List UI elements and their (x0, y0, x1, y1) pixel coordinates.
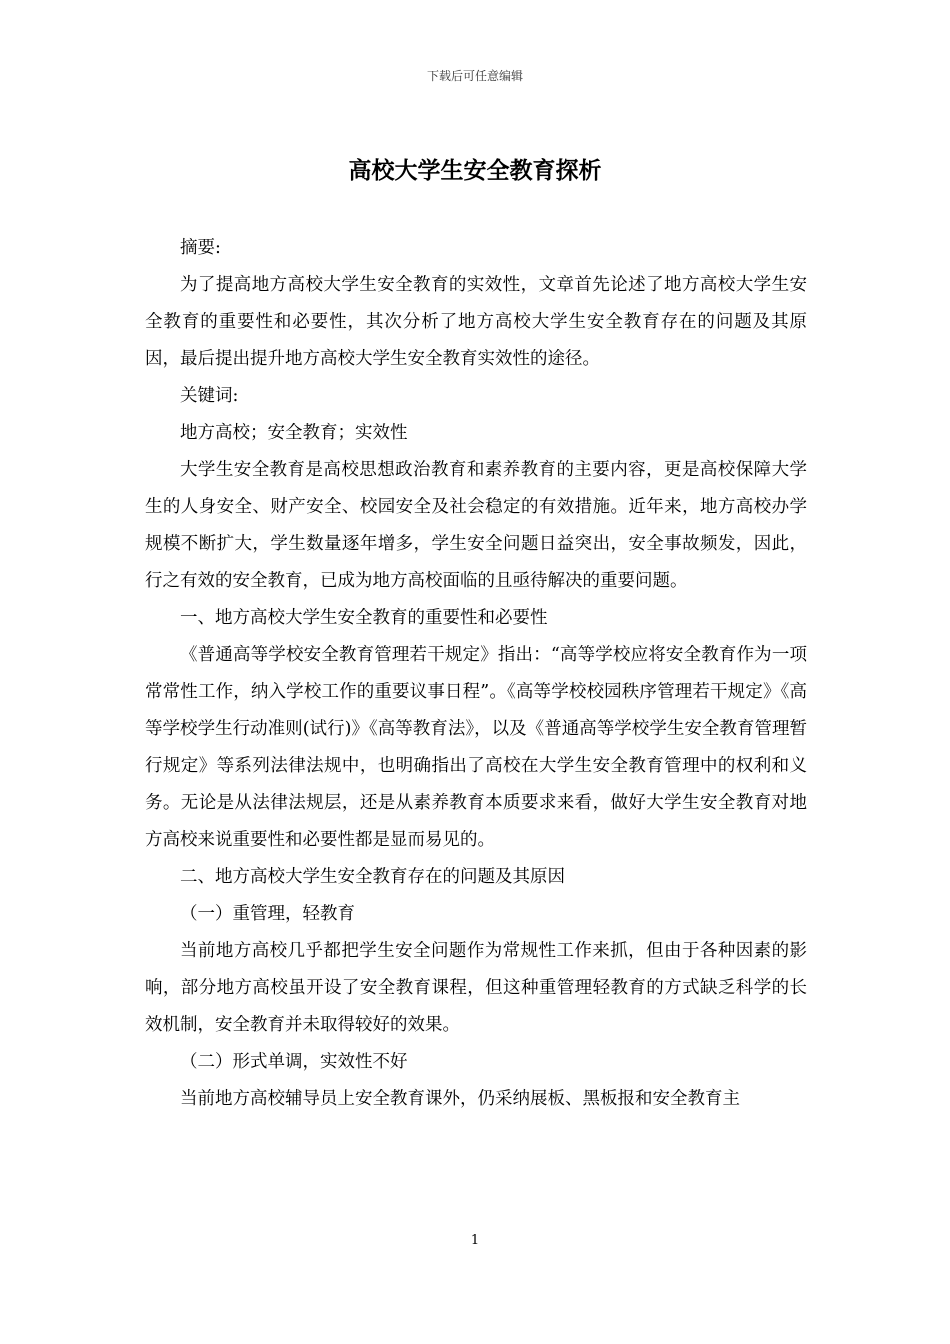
keywords-text: 地方高校；安全教育；实效性 (180, 423, 408, 443)
document-body (145, 230, 807, 1118)
subsection-heading: （二）形式单调，实效性不好 (180, 1052, 408, 1072)
page-number: 1 (470, 1233, 480, 1248)
body-paragraph: 《普通高等学校安全教育管理若干规定》指出：“高等学校应将安全教育作为一项常常性工作，纳入学校工作的重要议事日程”。《高等学校校园秩序管理若干规定》《高等学校学生行动准则(试行)》《高等教育法》，以及《普通高等学校学生安全教育管理暂行规定》等系列法律法规中，也明确指出了高校在大学生安全教育管理中的权利和义务。无论是从法律法规层，还是从素养教育本质要求来看，做好大学生安全教育对地方高校来说重要性和必要性都是显而易见的。 (145, 645, 807, 850)
abstract-label: 摘要: (180, 238, 221, 258)
document-title: 高校大学生安全教育探析 (348, 158, 602, 184)
header-note: 下载后可任意编辑 (426, 69, 523, 83)
body-paragraph: 当前地方高校几乎都把学生安全问题作为常规性工作来抓，但由于各种因素的影响，部分地方高校虽开设了安全教育课程，但这种重管理轻教育的方式缺乏科学的长效机制，安全教育并未取得较好的效果。 (145, 941, 807, 1035)
abstract-text: 为了提高地方高校大学生安全教育的实效性，文章首先论述了地方高校大学生安全教育的重要性和必要性，其次分析了地方高校大学生安全教育存在的问题及其原因，最后提出提升地方高校大学生安全教育实效性的途径。 (145, 275, 807, 369)
section-heading: 一、地方高校大学生安全教育的重要性和必要性 (180, 608, 548, 628)
body-paragraph: 大学生安全教育是高校思想政治教育和素养教育的主要内容，更是高校保障大学生的人身安全、财产安全、校园安全及社会稳定的有效措施。近年来，地方高校办学规模不断扩大，学生数量逐年增多，学生安全问题日益突出，安全事故频发，因此，行之有效的安全教育，已成为地方高校面临的且亟待解决的重要问题。 (145, 460, 807, 591)
section-heading: 二、地方高校大学生安全教育存在的问题及其原因 (180, 867, 565, 887)
subsection-heading: （一）重管理，轻教育 (180, 904, 355, 924)
keywords-label: 关键词: (180, 386, 239, 406)
body-paragraph: 当前地方高校辅导员上安全教育课外，仍采纳展板、黑板报和安全教育主 (180, 1089, 740, 1109)
